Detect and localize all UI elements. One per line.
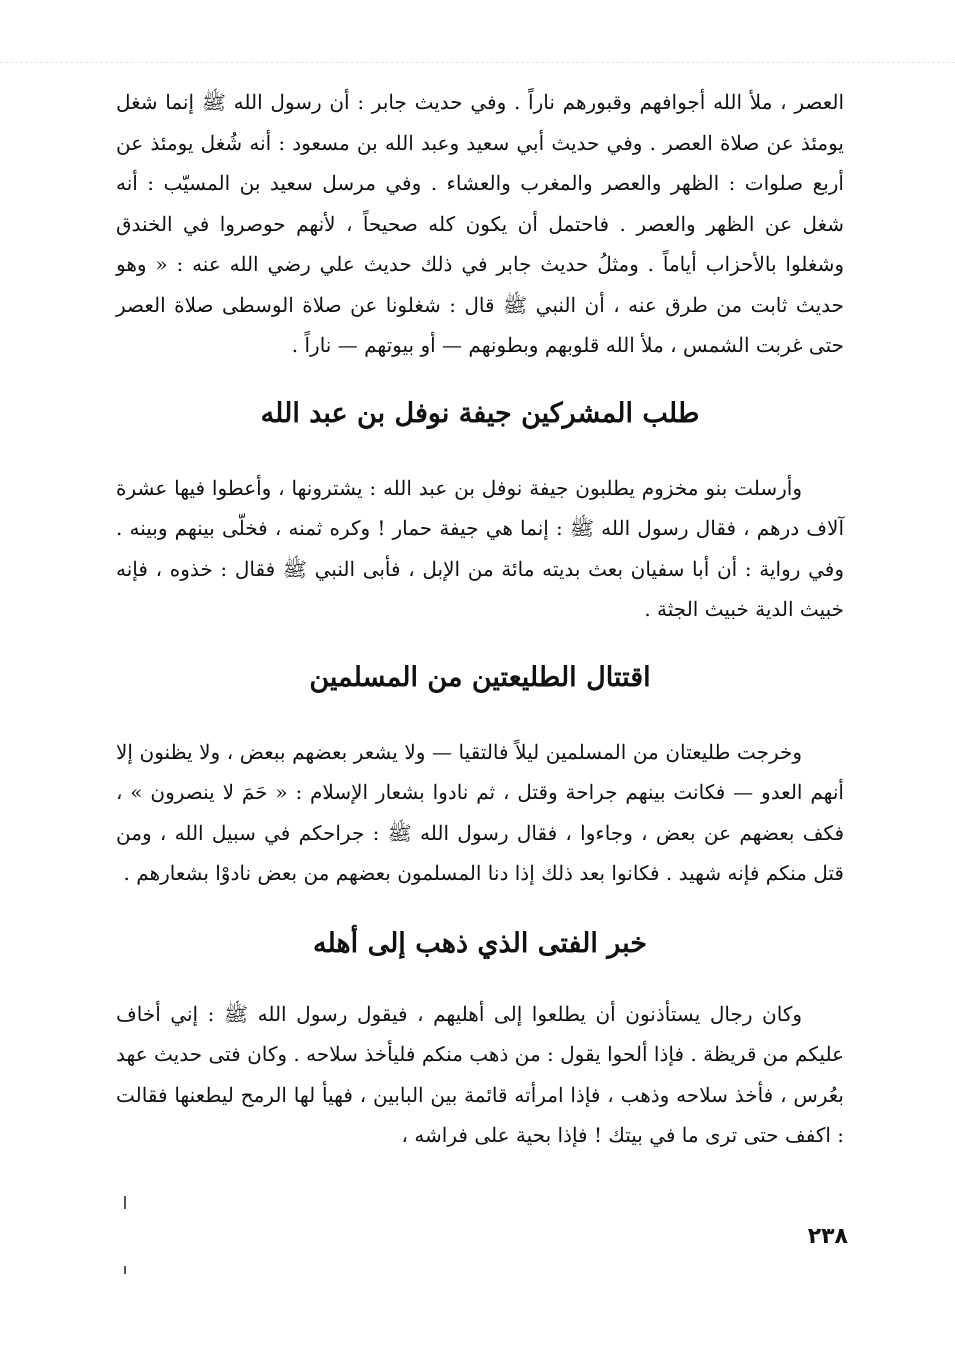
section-heading: خبر الفتى الذي ذهب إلى أهله [313, 927, 647, 959]
scan-mark [124, 1196, 126, 1209]
section-paragraph: وكان رجال يستأذنون أن يطلعوا إلى أهليهم ، فيقول رسول الله ﷺ : إني أخاف عليكم من قريظة . فإذا ألحوا يقول : من ذهب منكم فليأخذ سلاحه . وكان فتى حديث عهد بعُرس ، فأخذ سلاحه وذهب ، فإذا امرأته قائمة بين البابين ، فهيأ لها الرمح ليطعنها فقالت : اكفف حتى ترى ما في بيتك ! فإذا بحية على فراشه ، [116, 1001, 844, 1147]
intro-paragraph: العصر ، ملأ الله أجوافهم وقبورهم ناراً . وفي حديث جابر : أن رسول الله ﷺ إنما شغل يومئذ عن صلاة العصر . وفي حديث أبي سعيد وعبد الله بن مسعود : أنه شُغل يومئذ عن أربع صلوات : الظهر والعصر والمغرب والعشاء . وفي مرسل سعيد بن المسيّب : أنه شغل عن الظهر والعصر . فاحتمل أن يكون كله صحيحاً ، لأنهم حوصروا في الخندق وشغلوا بالأحزاب أياماً . ومثلُ حديث جابر في ذلك حديث علي رضي الله عنه : « وهو حديث ثابت من طرق عنه ، أن النبي ﷺ قال : شغلونا عن صلاة الوسطى صلاة العصر حتى غربت الشمس ، ملأ الله قلوبهم وبطونهم — أو بيوتهم — ناراً . [116, 90, 844, 357]
scan-mark [124, 1266, 126, 1274]
page-number: ٢٣٨ [807, 1224, 848, 1249]
section-paragraph: وخرجت طليعتان من المسلمين ليلاً فالتقيا — ولا يشعر بعضهم ببعض ، ولا يظنون إلا أنهم العدو — فكانت بينهم جراحة وقتل ، ثم نادوا بشعار الإسلام : « حَمَ لا ينصرون » ، فكف بعضهم عن بعض ، وجاءوا ، فقال رسول الله ﷺ : جراحكم في سبيل الله ، ومن قتل منكم فإنه شهيد . فكانوا بعد ذلك إذا دنا المسلمون بعضهم من بعض نادوْا بشعارهم . [116, 739, 845, 885]
section-heading: اقتتال الطليعتين من المسلمين [309, 661, 651, 693]
section-paragraph: وأرسلت بنو مخزوم يطلبون جيفة نوفل بن عبد الله : يشترونها ، وأعطوا فيها عشرة آلاف درهم ، فقال رسول الله ﷺ : إنما هي جيفة حمار ! وكره ثمنه ، فخلّى بينهم وبينه . وفي رواية : أن أبا سفيان بعث بديته مائة من الإبل ، فأبى النبي ﷺ فقال : خذوه ، فإنه خبيث الدية خبيث الجثة . [116, 475, 845, 621]
section-heading: طلب المشركين جيفة نوفل بن عبد الله [260, 397, 700, 429]
scan-edge-line [0, 62, 955, 63]
page-content [116, 82, 844, 1156]
